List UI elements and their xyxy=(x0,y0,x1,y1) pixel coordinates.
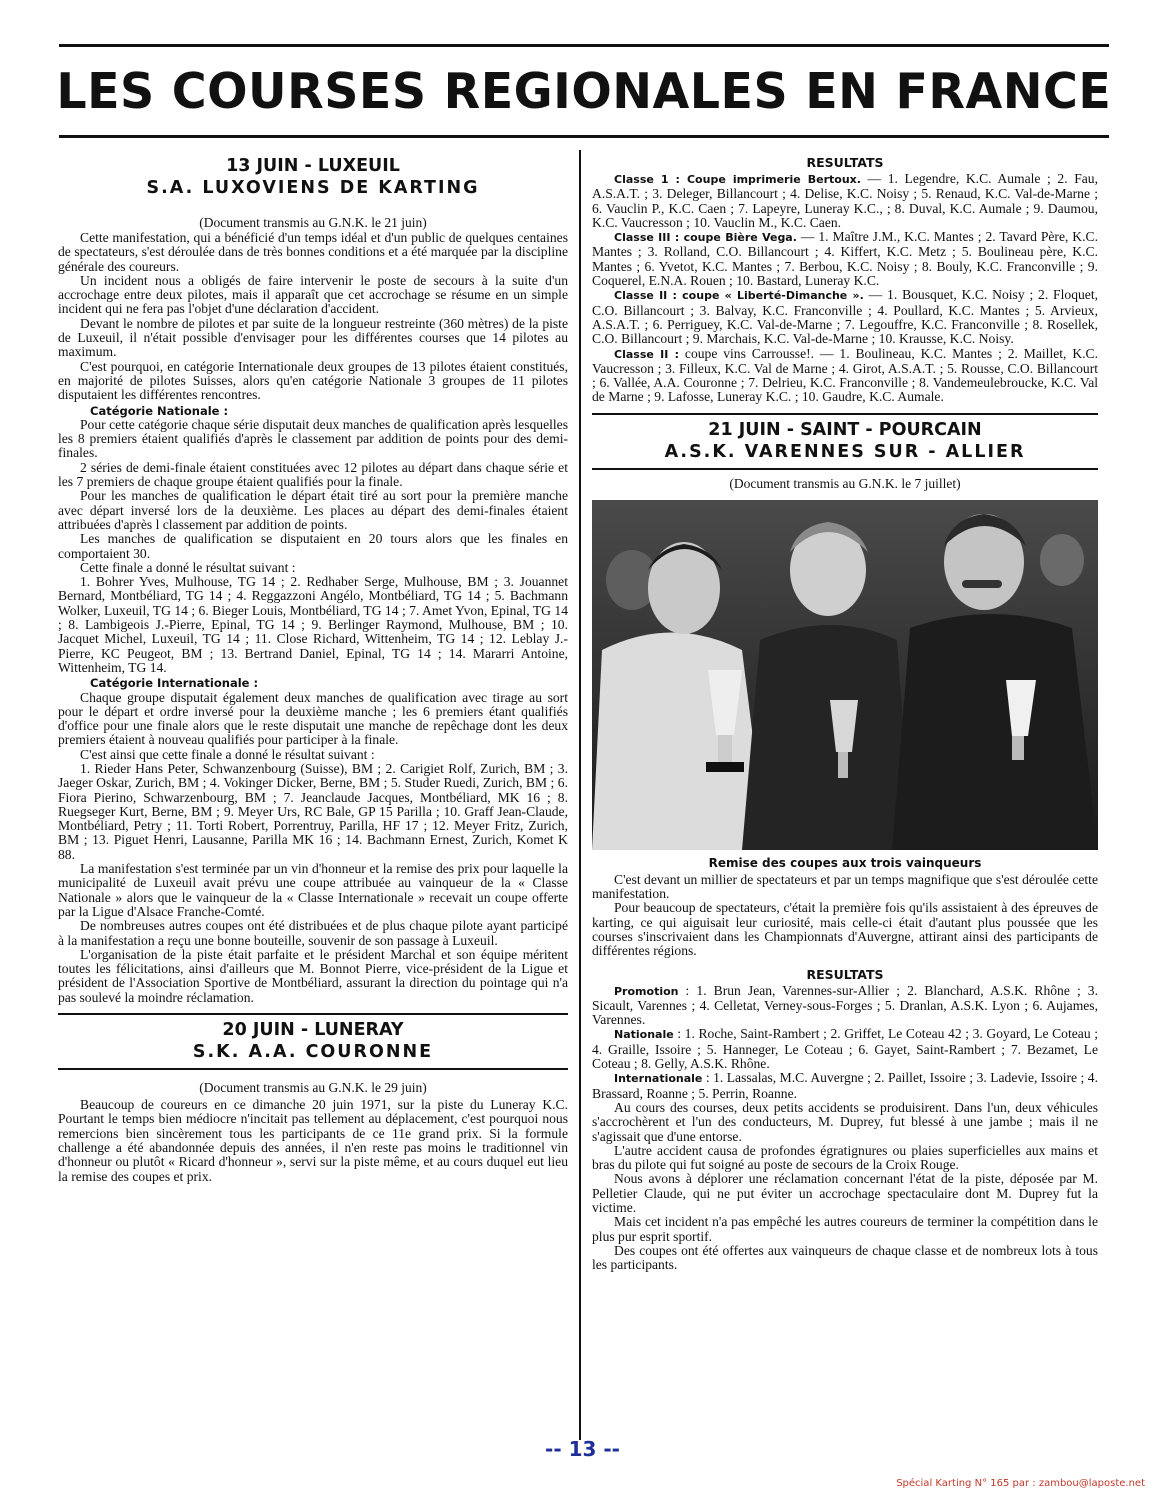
paragraph: 2 séries de demi-finale étaient constituées avec 12 pilotes au départ dans chaque série et les 7 premiers de chaque groupe étaient qualifiés pour la finale. xyxy=(58,459,568,490)
result-entry xyxy=(592,230,1098,288)
result-entry xyxy=(592,1027,1098,1071)
article-pourcain-heading xyxy=(592,413,1098,470)
paragraph: Les manches de qualification se disputaient en 20 tours alors que les finales en comportaient 30. xyxy=(58,531,568,561)
result-text: : 1. Roche, Saint-Rambert ; 2. Griffet, Le Coteau 42 ; 3. Goyard, Le Coteau ; 4. Graille, Issoire ; 5. Hanneger, Le Coteau ; 6. Gayet, Saint-Rambert ; 7. Bezamet, Le Coteau ; 8. Gelly, A.S.K. Rhône. xyxy=(592,1026,1098,1072)
heading-line-2: S.K. A.A. COURONNE xyxy=(192,1042,434,1063)
result-class: Promotion xyxy=(614,984,679,998)
result-entry xyxy=(592,984,1098,1028)
result-class: Classe II : xyxy=(614,347,680,361)
document-note: (Document transmis au G.N.K. le 7 juillet) xyxy=(729,475,961,491)
result-class: Classe 1 : Coupe imprimerie Bertoux. xyxy=(614,173,861,186)
heading-line-1: 20 JUIN - LUNERAY xyxy=(222,1020,404,1041)
paragraph: Devant le nombre de pilotes et par suite de la longueur restreinte (360 mètres) de la piste de Luxeuil, il n'était possible d'envisager pour les différentes courses que 14 pilotes au maximum. xyxy=(58,315,568,360)
paragraph: C'est pourquoi, en catégorie Internationale deux groupes de 13 pilotes étaient constitués, en majorité de pilotes Suisses, alors qu'en catégorie Nationale 3 groupes de 11 pilotes disputaient les différentes rencontres. xyxy=(58,358,568,403)
document-note: (Document transmis au G.N.K. le 29 juin) xyxy=(199,1080,427,1096)
heading-line-1: 21 JUIN - SAINT - POURCAIN xyxy=(708,419,982,440)
paragraph: Cette manifestation, qui a bénéficié d'un temps idéal et d'un public de quelques centaines de spectateurs, s'est déroulée dans de très bonnes conditions et a été marquée par la discipline générale des coureurs. xyxy=(58,230,568,274)
category-heading: Catégorie Internationale : xyxy=(90,676,259,691)
masthead xyxy=(56,44,1112,138)
scan-credit: Spécial Karting N° 165 par : zambou@laposte.net xyxy=(896,1478,1145,1489)
category-heading: Catégorie Nationale : xyxy=(90,403,229,418)
paragraph: Mais cet incident n'a pas empêché les autres coureurs de terminer la compétition dans le plus pur esprit sportif. xyxy=(592,1214,1098,1244)
paragraph: L'autre accident causa de profondes égratignures ou plaies superficielles aux mains et bras du pilote qui fut soigné au poste de secours de la Croix Rouge. xyxy=(592,1142,1098,1173)
result-entry xyxy=(592,288,1098,346)
results-heading: RESULTATS xyxy=(806,966,884,982)
paragraph: Pour cette catégorie chaque série disputait deux manches de qualification après lesquelles les 8 premiers étaient qualifiés d'après le classement par addition de points pour des demi-finales. xyxy=(58,416,568,461)
result-text: coupe vins Carrousse!. — 1. Boulineau, K.C. Mantes ; 2. Maillet, K.C. Vaucresson ; 3. Filleux, K.C. Val de Marne ; 4. Girot, A.S.A.T. ; 5. Rousse, C.O. Billancourt ; 6. Vallée, A.A. Couronne ; 7. Delrieu, K.C. Franconville ; 8. Vandemeulebroucke, K.C. Val de Marne ; 9. Lafosse, Luneray K.C. ; 10. Gaudre, K.C. Aumale. xyxy=(592,345,1098,405)
right-column xyxy=(592,155,1098,1272)
photo-three-winners xyxy=(592,500,1098,850)
photo-illustration xyxy=(592,500,1098,850)
paragraph: La manifestation s'est terminée par un vin d'honneur et la remise des prix pour laquelle la municipalité de Luxeuil avait prévu une coupe attribuée au vainqueur de la « Classe Nationale » alors que le vainqueur de la « Classe Internationale » recevait un coupe offerte par la Ligue d'Alsace Franche-Comté. xyxy=(58,861,568,919)
paragraph: Pour les manches de qualification le départ était tiré au sort pour la première manche avec départ inversé lors de la deuxième. Les places au départ des demi-finales étaient attribuées d'après l classement par addition de points. xyxy=(58,488,568,532)
page-number: -- 13 -- xyxy=(545,1437,620,1461)
left-column xyxy=(58,155,568,1184)
results-list: 1. Rieder Hans Peter, Schwanzenbourg (Suisse), BM ; 2. Carigiet Rolf, Zurich, BM ; 3. Jaeger Oskar, Zurich, BM ; 4. Vokinger Dicker, Berne, BM ; 5. Studer Ruedi, Zurich, BM ; 6. Fiora Pierino, Schwarzenbourg, BM ; 7. Jeanclaude Jacques, Montbéliard, MK 16 ; 8. Ruegseger Kurt, Berne, BM ; 9. Meyer Urs, RC Bale, GP 15 Parilla ; 10. Graff Jean-Claude, Montbéliard, Petry ; 11. Torti Robert, Porrentruy, Parilla, HF 17 ; 12. Meyer Fritz, Zurich, BM ; 13. Piguet Henri, Lausanne, Parilla MK 16 ; 14. Bachmann Ernest, Zurich, Komet K 88. xyxy=(58,760,568,862)
heading-line-2: S.A. LUXOVIENS DE KARTING xyxy=(146,178,480,198)
result-class: Classe III : coupe Bière Vega. xyxy=(614,231,797,245)
page-title: LES COURSES REGIONALES EN FRANCE xyxy=(56,62,1112,120)
paragraph: Au cours des courses, deux petits accidents se produisirent. Dans l'un, deux véhicules s'accrochèrent et l'un des conducteurs, M. Duprey, fut blessé à une jambe ; mais il ne s'agissait que d'une entorse. xyxy=(592,1099,1098,1144)
result-class: Classe II : coupe « Liberté-Dimanche ». xyxy=(614,289,864,303)
results-heading: RESULTATS xyxy=(806,155,884,170)
paragraph: Cette finale a donné le résultat suivant : xyxy=(80,559,296,575)
result-text: — 1. Legendre, K.C. Aumale ; 2. Fau, A.S.A.T. ; 3. Deleger, Billancourt ; 4. Delise, K.C. Noisy ; 5. Renaud, K.C. Val-de-Marne ; 6. Vauclin P., K.C. Caen ; 7. Lapeyre, Luneray K.C., ; 8. Duval, K.C. Aumale ; 9. Daumou, K.C. Vaucresson ; 10. Vauclin M., K.C. Caen. xyxy=(592,171,1098,230)
result-text: — 1. Maître J.M., K.C. Mantes ; 2. Tavard Père, K.C. Mantes ; 3. Rolland, C.O. Billancourt ; 4. Kiffert, K.C. Metz ; 5. Boulineau père, K.C. Mantes ; 6. Yvetot, K.C. Mantes ; 7. Berbou, K.C. Noisy ; 8. Bouly, K.C. Franconville ; 9. Coquerel, E.N.A. Rouen ; 10. Bastard, Luneray K.C. xyxy=(592,229,1098,289)
paragraph: Un incident nous a obligés de faire intervenir le poste de secours à la suite d'un accrochage entre deux pilotes, mais il apparaît que cet accrochage se résume en un simple incident qui ne fera pas l'objet d'une déclaration d'accident. xyxy=(58,272,568,317)
result-class: Nationale xyxy=(614,1028,674,1042)
paragraph: C'est devant un millier de spectateurs et par un temps magnifique que s'est déroulée cette manifestation. xyxy=(592,871,1098,902)
result-entry xyxy=(592,172,1098,230)
document-note: (Document transmis au G.N.K. le 21 juin) xyxy=(199,215,427,230)
result-text: : 1. Lassalas, M.C. Auvergne ; 2. Paillet, Issoire ; 3. Ladevie, Issoire ; 4. Brassard, Roanne ; 5. Perrin, Roanne. xyxy=(592,1070,1098,1101)
paragraph: De nombreuses autres coupes ont été distribuées et de plus chaque pilote ayant participé à la manifestation a reçu une bonne bouteille, souvenir de son passage à Luxeuil. xyxy=(58,918,568,948)
paragraph: Nous avons à déplorer une réclamation concernant l'état de la piste, déposée par M. Pelletier Claude, qui ne put éviter un accrochage spectaculaire dont M. Duprey fut la victime. xyxy=(592,1171,1098,1215)
paragraph: Chaque groupe disputait également deux manches de qualification avec tirage au sort pour le départ et ordre inversé pour la deuxième manche ; les 6 premiers étant qualifiés d'office pour une finale alors que le reste disputait une manche de repêchage dont les deux premiers étaient à nouveau qualifiés pour participer à la finale. xyxy=(58,689,568,748)
result-class: Internationale xyxy=(614,1072,703,1086)
photo-caption: Remise des coupes aux trois vainqueurs xyxy=(708,855,982,870)
heading-line-2: A.S.K. VARENNES SUR - ALLIER xyxy=(664,441,1026,462)
paragraph: L'organisation de la piste était parfaite et le président Marchal et son équipe méritent toutes les félicitations, ainsi d'ailleurs que M. Bonnot Pierre, vice-président de la Ligue et président de l'Association Sportive de Montbéliard, assurant la direction du pointage qui n'a pas soulevé la moindre réclamation. xyxy=(58,946,568,1005)
paragraph: C'est ainsi que cette finale a donné le résultat suivant : xyxy=(80,746,375,762)
article-luxeuil-heading xyxy=(58,155,568,199)
result-text: : 1. Brun Jean, Varennes-sur-Allier ; 2. Blanchard, A.S.K. Rhône ; 3. Sicault, Varennes ; 4. Celletat, Verney-sous-Forges ; 5. Dranlan, A.S.K. Lyon ; 6. Aujames, Varennes. xyxy=(592,982,1098,1028)
results-list: 1. Bohrer Yves, Mulhouse, TG 14 ; 2. Redhaber Serge, Mulhouse, BM ; 3. Jouannet Bernard, Montbéliard, TG 14 ; 4. Reggazzoni Angélo, Montbéliard, TG 14 ; 5. Bachmann Wolker, Luxeuil, TG 14 ; 6. Bieger Louis, Montbéliard, TG 14 ; 7. Amet Yvon, Epinal, TG 14 ; 8. Lambigeois J.-Pierre, Epinal, TG 14 ; 9. Berlinger Raymond, Mulhouse, BM ; 10. Jacquet Michel, Luxeuil, TG 14 ; 11. Close Richard, Wittenheim, TG 14 ; 12. Leblay J.-Pierre, KC Peugeot, BM ; 13. Bertrand Daniel, Epinal, TG 14 ; 14. Mararri Antoine, Wittenheim, TG 14. xyxy=(58,574,568,675)
paragraph: Beaucoup de coureurs en ce dimanche 20 juin 1971, sur la piste du Luneray K.C. Pourtant le temps bien médiocre n'incitait pas tellement au déplacement, c'est pourquoi nous remercions bien sincèrement tous les participants de ce 11e grand prix. Si la formule challenge a été abandonnée depuis des années, il n'en reste pas moins le traditionnel vin d'honneur ou plutôt « Ricard d'honneur », servi sur la piste même, et au cours duquel eut lieu la remise des coupes et prix. xyxy=(58,1097,568,1184)
column-divider xyxy=(579,150,581,1440)
heading-line-1: 13 JUIN - LUXEUIL xyxy=(226,156,400,176)
paragraph: Pour beaucoup de spectateurs, c'était la première fois qu'ils assistaient à des épreuves de karting, ce qui aiguisait leur curiosité, mais celle-ci était d'autant plus poussée que les courses s'inscrivaient dans les Championnats d'Auvergne, attirant ainsi des participants de différentes régions. xyxy=(592,900,1098,959)
article-luneray-heading xyxy=(58,1013,568,1070)
paragraph: Des coupes ont été offertes aux vainqueurs de chaque classe et de nombreux lots à tous les participants. xyxy=(592,1242,1098,1273)
result-entry xyxy=(592,1071,1098,1101)
result-entry xyxy=(592,347,1098,405)
result-text: — 1. Bousquet, K.C. Noisy ; 2. Floquet, C.O. Billancourt ; 3. Balvay, K.C. Franconville ; 4. Poullard, K.C. Mantes ; 5. Arvieux, A.S.A.T. ; 6. Perriguey, K.C. Val-de-Marne ; 7. Legouffre, K.C. Franconville ; 8. Rosellek, C.O. Billancourt ; 9. Marchais, K.C. Val-de-Marne ; 10. Krausse, K.C. Noisy. xyxy=(592,287,1098,347)
